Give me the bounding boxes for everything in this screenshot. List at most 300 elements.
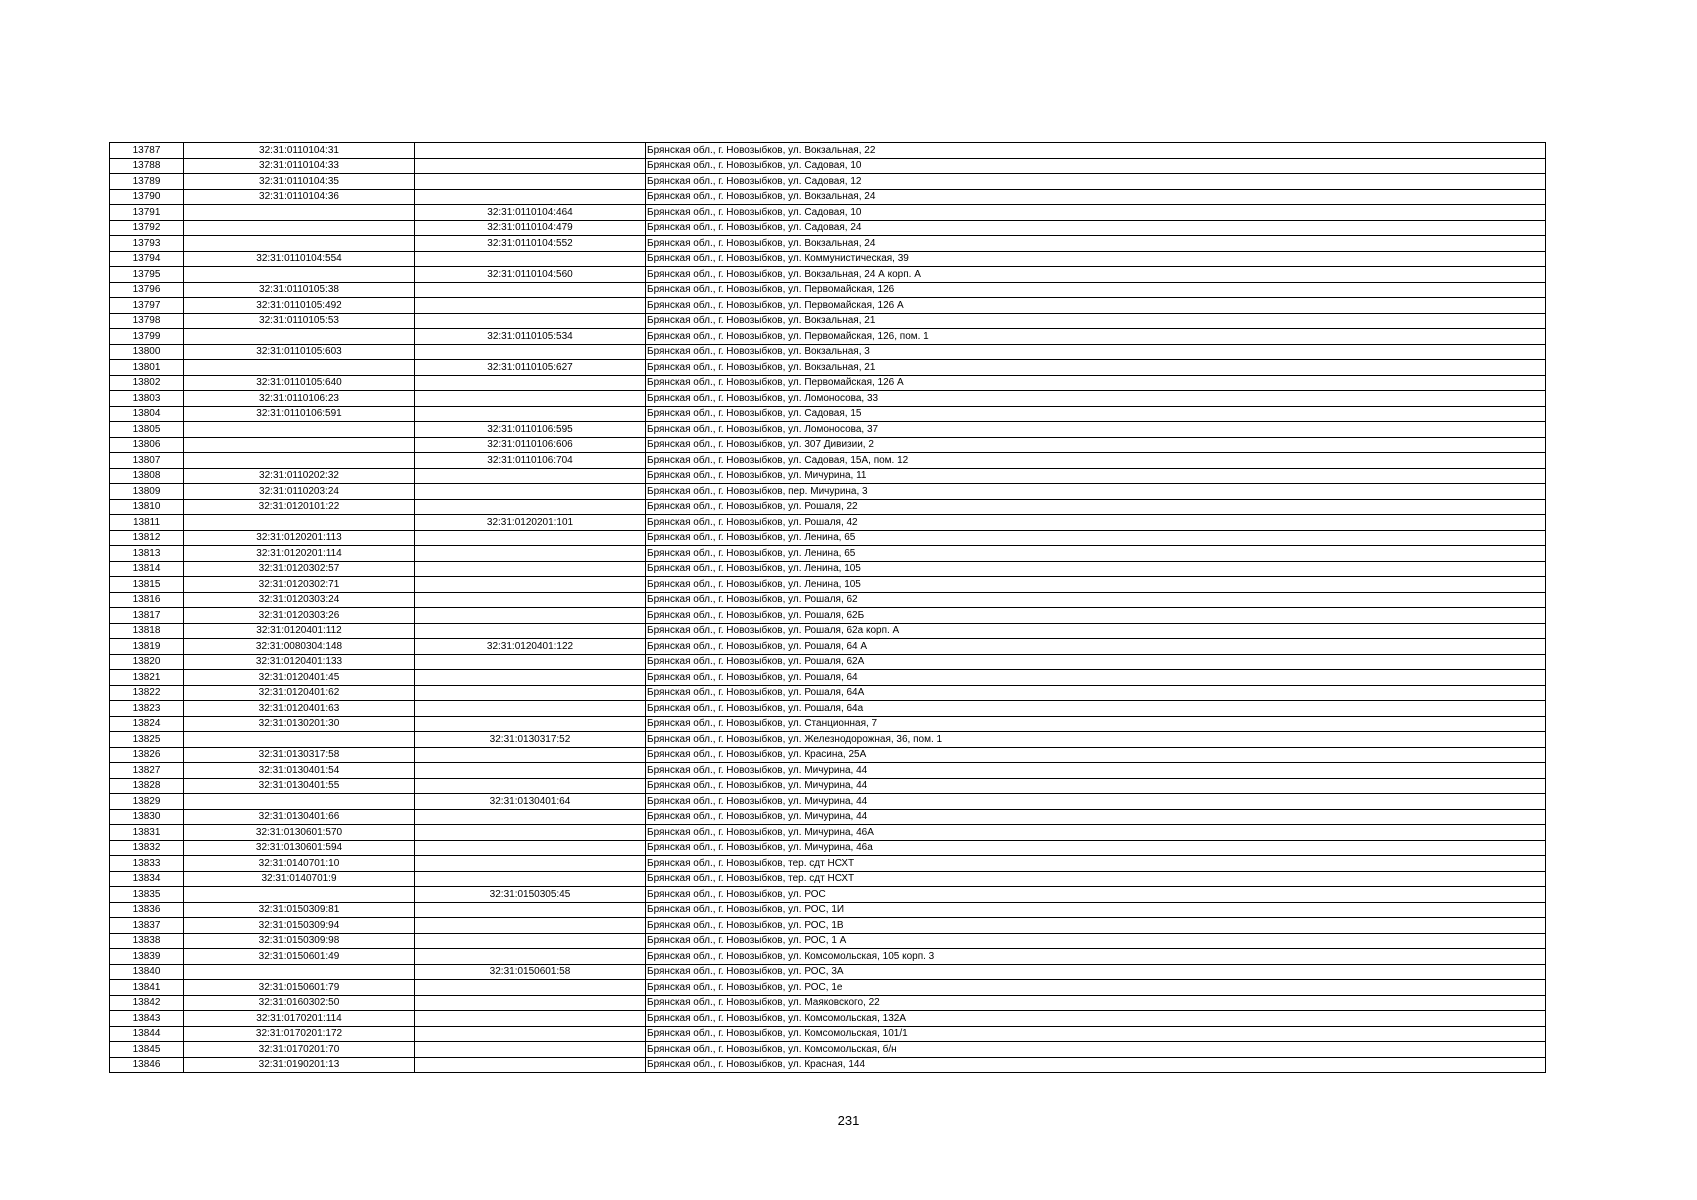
related-cadastral-number-cell [415,592,646,608]
related-cadastral-number-cell [415,158,646,174]
table-row [110,608,1546,624]
cadastral-number-cell: 32:31:0170201:114 [184,1011,415,1027]
row-number-cell: 13819 [110,639,184,655]
related-cadastral-number-cell [415,313,646,329]
table-row [110,344,1546,360]
address-cell: Брянская обл., г. Новозыбков, ул. Мичурина, 44 [646,778,1546,794]
cadastral-number-cell: 32:31:0130401:55 [184,778,415,794]
related-cadastral-number-cell [415,654,646,670]
row-number-cell: 13829 [110,794,184,810]
related-cadastral-number-cell [415,577,646,593]
address-cell: Брянская обл., г. Новозыбков, ул. Мичурина, 46а [646,840,1546,856]
cadastral-number-cell: 32:31:0110106:23 [184,391,415,407]
table-row [110,329,1546,345]
table-row [110,174,1546,190]
related-cadastral-number-cell [415,1057,646,1073]
row-number-cell: 13796 [110,282,184,298]
cadastral-number-cell [184,360,415,376]
cadastral-number-cell: 32:31:0170201:70 [184,1042,415,1058]
row-number-cell: 13791 [110,205,184,221]
table-row [110,422,1546,438]
related-cadastral-number-cell [415,406,646,422]
cadastral-number-cell: 32:31:0110104:554 [184,251,415,267]
row-number-cell: 13807 [110,453,184,469]
row-number-cell: 13804 [110,406,184,422]
cadastral-number-cell: 32:31:0110106:591 [184,406,415,422]
address-cell: Брянская обл., г. Новозыбков, ул. Садовая, 10 [646,158,1546,174]
related-cadastral-number-cell [415,561,646,577]
cadastral-number-cell [184,964,415,980]
address-cell: Брянская обл., г. Новозыбков, ул. РОС, 1И [646,902,1546,918]
row-number-cell: 13830 [110,809,184,825]
table-row [110,158,1546,174]
related-cadastral-number-cell: 32:31:0110105:534 [415,329,646,345]
table-row [110,887,1546,903]
table-row [110,639,1546,655]
cadastral-number-cell: 32:31:0110105:492 [184,298,415,314]
cadastral-number-cell [184,329,415,345]
address-cell: Брянская обл., г. Новозыбков, ул. Маяковского, 22 [646,995,1546,1011]
address-cell: Брянская обл., г. Новозыбков, ул. Железнодорожная, 36, пом. 1 [646,732,1546,748]
table-row [110,670,1546,686]
row-number-cell: 13816 [110,592,184,608]
related-cadastral-number-cell: 32:31:0110106:606 [415,437,646,453]
address-cell: Брянская обл., г. Новозыбков, ул. 307 Дивизии, 2 [646,437,1546,453]
address-cell: Брянская обл., г. Новозыбков, ул. Садовая, 24 [646,220,1546,236]
table-row [110,747,1546,763]
related-cadastral-number-cell [415,375,646,391]
cadastral-number-cell [184,220,415,236]
table-row [110,267,1546,283]
address-cell: Брянская обл., г. Новозыбков, ул. Первомайская, 126 А [646,298,1546,314]
related-cadastral-number-cell [415,856,646,872]
row-number-cell: 13789 [110,174,184,190]
cadastral-number-cell: 32:31:0140701:9 [184,871,415,887]
address-cell: Брянская обл., г. Новозыбков, ул. Мичурина, 44 [646,809,1546,825]
related-cadastral-number-cell [415,747,646,763]
related-cadastral-number-cell: 32:31:0110104:464 [415,205,646,221]
table-row [110,623,1546,639]
related-cadastral-number-cell [415,871,646,887]
address-cell: Брянская обл., г. Новозыбков, ул. Рошаля, 62Б [646,608,1546,624]
row-number-cell: 13821 [110,670,184,686]
cadastral-number-cell: 32:31:0120401:62 [184,685,415,701]
table-row [110,220,1546,236]
row-number-cell: 13792 [110,220,184,236]
address-cell: Брянская обл., г. Новозыбков, ул. Ломоносова, 33 [646,391,1546,407]
address-cell: Брянская обл., г. Новозыбков, ул. Первомайская, 126 А [646,375,1546,391]
related-cadastral-number-cell: 32:31:0150305:45 [415,887,646,903]
row-number-cell: 13797 [110,298,184,314]
address-cell: Брянская обл., г. Новозыбков, ул. Садовая, 12 [646,174,1546,190]
row-number-cell: 13837 [110,918,184,934]
cadastral-number-cell: 32:31:0120201:114 [184,546,415,562]
address-cell: Брянская обл., г. Новозыбков, ул. Ленина, 65 [646,546,1546,562]
related-cadastral-number-cell [415,933,646,949]
row-number-cell: 13803 [110,391,184,407]
related-cadastral-number-cell [415,840,646,856]
address-cell: Брянская обл., г. Новозыбков, ул. Мичурина, 44 [646,794,1546,810]
cadastral-number-cell: 32:31:0170201:172 [184,1026,415,1042]
row-number-cell: 13820 [110,654,184,670]
table-row [110,375,1546,391]
address-cell: Брянская обл., г. Новозыбков, ул. Вокзальная, 3 [646,344,1546,360]
address-cell: Брянская обл., г. Новозыбков, тер. сдт НСХТ [646,871,1546,887]
related-cadastral-number-cell: 32:31:0110106:595 [415,422,646,438]
table-row [110,1042,1546,1058]
cadastral-number-cell: 32:31:0160302:50 [184,995,415,1011]
table-row [110,391,1546,407]
address-cell: Брянская обл., г. Новозыбков, ул. Мичурина, 44 [646,763,1546,779]
address-cell: Брянская обл., г. Новозыбков, ул. Рошаля, 64а [646,701,1546,717]
cadastral-number-cell: 32:31:0120101:22 [184,499,415,515]
table-row [110,577,1546,593]
address-cell: Брянская обл., г. Новозыбков, ул. Рошаля, 64 А [646,639,1546,655]
cadastral-number-cell: 32:31:0150309:94 [184,918,415,934]
table-row [110,685,1546,701]
cadastral-number-cell: 32:31:0130601:570 [184,825,415,841]
cadastral-number-cell: 32:31:0140701:10 [184,856,415,872]
table-row [110,189,1546,205]
row-number-cell: 13808 [110,468,184,484]
row-number-cell: 13805 [110,422,184,438]
related-cadastral-number-cell [415,685,646,701]
related-cadastral-number-cell [415,670,646,686]
related-cadastral-number-cell [415,763,646,779]
cadastral-number-cell [184,437,415,453]
related-cadastral-number-cell [415,778,646,794]
table-row [110,143,1546,159]
cadastral-number-cell: 32:31:0110105:640 [184,375,415,391]
related-cadastral-number-cell: 32:31:0120401:122 [415,639,646,655]
row-number-cell: 13836 [110,902,184,918]
cadastral-number-cell: 32:31:0120303:26 [184,608,415,624]
related-cadastral-number-cell: 32:31:0130401:64 [415,794,646,810]
related-cadastral-number-cell [415,499,646,515]
address-cell: Брянская обл., г. Новозыбков, ул. Комсомольская, 105 корп. 3 [646,949,1546,965]
address-cell: Брянская обл., г. Новозыбков, ул. Мичурина, 11 [646,468,1546,484]
row-number-cell: 13817 [110,608,184,624]
address-cell: Брянская обл., г. Новозыбков, ул. Первомайская, 126 [646,282,1546,298]
related-cadastral-number-cell [415,949,646,965]
row-number-cell: 13810 [110,499,184,515]
cadastral-number-cell: 32:31:0120302:71 [184,577,415,593]
table-row [110,933,1546,949]
related-cadastral-number-cell: 32:31:0150601:58 [415,964,646,980]
cadastral-number-cell: 32:31:0110104:33 [184,158,415,174]
row-number-cell: 13833 [110,856,184,872]
cadastral-number-cell: 32:31:0130201:30 [184,716,415,732]
table-row [110,809,1546,825]
address-cell: Брянская обл., г. Новозыбков, тер. сдт НСХТ [646,856,1546,872]
table-row [110,825,1546,841]
address-cell: Брянская обл., г. Новозыбков, ул. Ломоносова, 37 [646,422,1546,438]
cadastral-number-cell [184,422,415,438]
row-number-cell: 13800 [110,344,184,360]
table-row [110,763,1546,779]
cadastral-number-cell: 32:31:0130401:54 [184,763,415,779]
address-cell: Брянская обл., г. Новозыбков, ул. Ленина, 105 [646,561,1546,577]
related-cadastral-number-cell [415,189,646,205]
related-cadastral-number-cell [415,298,646,314]
row-number-cell: 13831 [110,825,184,841]
address-cell: Брянская обл., г. Новозыбков, ул. Вокзальная, 21 [646,313,1546,329]
address-cell: Брянская обл., г. Новозыбков, ул. Вокзальная, 24 [646,189,1546,205]
cadastral-number-cell: 32:31:0120302:57 [184,561,415,577]
address-cell: Брянская обл., г. Новозыбков, ул. Рошаля, 22 [646,499,1546,515]
cadastral-number-cell [184,453,415,469]
table-row [110,484,1546,500]
related-cadastral-number-cell [415,468,646,484]
related-cadastral-number-cell [415,980,646,996]
row-number-cell: 13802 [110,375,184,391]
cadastral-number-cell: 32:31:0120201:113 [184,530,415,546]
row-number-cell: 13794 [110,251,184,267]
table-row [110,282,1546,298]
row-number-cell: 13795 [110,267,184,283]
address-cell: Брянская обл., г. Новозыбков, ул. Ленина, 65 [646,530,1546,546]
address-cell: Брянская обл., г. Новозыбков, ул. Коммунистическая, 39 [646,251,1546,267]
table-row [110,313,1546,329]
row-number-cell: 13845 [110,1042,184,1058]
address-cell: Брянская обл., г. Новозыбков, ул. Рошаля, 42 [646,515,1546,531]
address-cell: Брянская обл., г. Новозыбков, ул. РОС, 1В [646,918,1546,934]
table-row [110,592,1546,608]
row-number-cell: 13815 [110,577,184,593]
row-number-cell: 13799 [110,329,184,345]
cadastral-number-cell: 32:31:0110203:24 [184,484,415,500]
row-number-cell: 13788 [110,158,184,174]
row-number-cell: 13801 [110,360,184,376]
cadastral-number-cell [184,236,415,252]
related-cadastral-number-cell [415,608,646,624]
address-cell: Брянская обл., г. Новозыбков, ул. РОС [646,887,1546,903]
cadastral-number-cell: 32:31:0150309:81 [184,902,415,918]
table-row [110,1011,1546,1027]
cadastral-number-cell: 32:31:0130601:594 [184,840,415,856]
cadastral-number-cell [184,887,415,903]
table-row [110,902,1546,918]
table-row [110,918,1546,934]
address-cell: Брянская обл., г. Новозыбков, ул. Комсомольская, 132А [646,1011,1546,1027]
row-number-cell: 13809 [110,484,184,500]
row-number-cell: 13839 [110,949,184,965]
table-row [110,499,1546,515]
row-number-cell: 13793 [110,236,184,252]
table-row [110,716,1546,732]
address-cell: Брянская обл., г. Новозыбков, ул. Вокзальная, 22 [646,143,1546,159]
table-row [110,871,1546,887]
table-row [110,1026,1546,1042]
cadastral-number-cell [184,267,415,283]
table-row [110,515,1546,531]
related-cadastral-number-cell [415,825,646,841]
related-cadastral-number-cell: 32:31:0120201:101 [415,515,646,531]
page-number: 231 [837,1113,860,1128]
table-row [110,468,1546,484]
related-cadastral-number-cell: 32:31:0110104:552 [415,236,646,252]
table-row [110,360,1546,376]
related-cadastral-number-cell [415,484,646,500]
cadastral-number-cell [184,515,415,531]
address-cell: Брянская обл., г. Новозыбков, ул. Комсомольская, б/н [646,1042,1546,1058]
cadastral-number-cell: 32:31:0150309:98 [184,933,415,949]
address-cell: Брянская обл., г. Новозыбков, ул. Вокзальная, 24 [646,236,1546,252]
address-cell: Брянская обл., г. Новозыбков, ул. Первомайская, 126, пом. 1 [646,329,1546,345]
row-number-cell: 13841 [110,980,184,996]
row-number-cell: 13826 [110,747,184,763]
row-number-cell: 13842 [110,995,184,1011]
cadastral-number-cell: 32:31:0120401:133 [184,654,415,670]
table-row [110,546,1546,562]
related-cadastral-number-cell [415,1026,646,1042]
address-cell: Брянская обл., г. Новозыбков, ул. Красная, 144 [646,1057,1546,1073]
cadastral-number-cell: 32:31:0110104:36 [184,189,415,205]
cadastral-number-cell: 32:31:0110105:53 [184,313,415,329]
row-number-cell: 13825 [110,732,184,748]
address-cell: Брянская обл., г. Новозыбков, пер. Мичурина, 3 [646,484,1546,500]
address-cell: Брянская обл., г. Новозыбков, ул. Мичурина, 46А [646,825,1546,841]
related-cadastral-number-cell: 32:31:0130317:52 [415,732,646,748]
cadastral-number-cell: 32:31:0110105:603 [184,344,415,360]
table-row [110,437,1546,453]
row-number-cell: 13790 [110,189,184,205]
row-number-cell: 13798 [110,313,184,329]
row-number-cell: 13846 [110,1057,184,1073]
cadastral-number-cell: 32:31:0110105:38 [184,282,415,298]
registry-table-body [110,143,1546,1073]
related-cadastral-number-cell [415,701,646,717]
cadastral-number-cell: 32:31:0120401:45 [184,670,415,686]
address-cell: Брянская обл., г. Новозыбков, ул. Комсомольская, 101/1 [646,1026,1546,1042]
related-cadastral-number-cell: 32:31:0110104:560 [415,267,646,283]
related-cadastral-number-cell [415,143,646,159]
cadastral-number-cell: 32:31:0110104:31 [184,143,415,159]
row-number-cell: 13811 [110,515,184,531]
related-cadastral-number-cell [415,530,646,546]
table-row [110,561,1546,577]
address-cell: Брянская обл., г. Новозыбков, ул. Садовая, 15 [646,406,1546,422]
cadastral-number-cell: 32:31:0150601:79 [184,980,415,996]
related-cadastral-number-cell: 32:31:0110106:704 [415,453,646,469]
table-row [110,453,1546,469]
cadastral-number-cell: 32:31:0190201:13 [184,1057,415,1073]
table-row [110,949,1546,965]
address-cell: Брянская обл., г. Новозыбков, ул. Вокзальная, 21 [646,360,1546,376]
table-row [110,856,1546,872]
row-number-cell: 13806 [110,437,184,453]
cadastral-number-cell: 32:31:0120401:112 [184,623,415,639]
cadastral-number-cell: 32:31:0150601:49 [184,949,415,965]
address-cell: Брянская обл., г. Новозыбков, ул. Красина, 25А [646,747,1546,763]
row-number-cell: 13824 [110,716,184,732]
address-cell: Брянская обл., г. Новозыбков, ул. Рошаля, 64 [646,670,1546,686]
row-number-cell: 13814 [110,561,184,577]
related-cadastral-number-cell [415,1042,646,1058]
row-number-cell: 13818 [110,623,184,639]
related-cadastral-number-cell: 32:31:0110104:479 [415,220,646,236]
address-cell: Брянская обл., г. Новозыбков, ул. Рошаля, 62 [646,592,1546,608]
address-cell: Брянская обл., г. Новозыбков, ул. Садовая, 15А, пом. 12 [646,453,1546,469]
related-cadastral-number-cell [415,995,646,1011]
row-number-cell: 13823 [110,701,184,717]
table-row [110,236,1546,252]
related-cadastral-number-cell [415,546,646,562]
table-row [110,980,1546,996]
related-cadastral-number-cell [415,902,646,918]
row-number-cell: 13787 [110,143,184,159]
row-number-cell: 13840 [110,964,184,980]
table-row [110,840,1546,856]
address-cell: Брянская обл., г. Новозыбков, ул. Ленина, 105 [646,577,1546,593]
address-cell: Брянская обл., г. Новозыбков, ул. РОС, 1 А [646,933,1546,949]
cadastral-number-cell [184,205,415,221]
row-number-cell: 13828 [110,778,184,794]
row-number-cell: 13827 [110,763,184,779]
table-row [110,995,1546,1011]
row-number-cell: 13812 [110,530,184,546]
related-cadastral-number-cell [415,251,646,267]
row-number-cell: 13834 [110,871,184,887]
cadastral-number-cell [184,732,415,748]
cadastral-number-cell: 32:31:0130317:58 [184,747,415,763]
table-row [110,654,1546,670]
table-row [110,794,1546,810]
related-cadastral-number-cell [415,918,646,934]
address-cell: Брянская обл., г. Новозыбков, ул. РОС, 3А [646,964,1546,980]
table-row [110,406,1546,422]
table-row [110,964,1546,980]
row-number-cell: 13838 [110,933,184,949]
cadastral-number-cell: 32:31:0110202:32 [184,468,415,484]
address-cell: Брянская обл., г. Новозыбков, ул. Рошаля, 62а корп. А [646,623,1546,639]
address-cell: Брянская обл., г. Новозыбков, ул. Рошаля, 64А [646,685,1546,701]
related-cadastral-number-cell [415,344,646,360]
table-row [110,701,1546,717]
cadastral-number-cell: 32:31:0080304:148 [184,639,415,655]
row-number-cell: 13844 [110,1026,184,1042]
related-cadastral-number-cell [415,174,646,190]
related-cadastral-number-cell [415,716,646,732]
address-cell: Брянская обл., г. Новозыбков, ул. РОС, 1е [646,980,1546,996]
related-cadastral-number-cell [415,1011,646,1027]
row-number-cell: 13813 [110,546,184,562]
cadastral-number-cell: 32:31:0110104:35 [184,174,415,190]
row-number-cell: 13822 [110,685,184,701]
related-cadastral-number-cell [415,623,646,639]
table-row [110,732,1546,748]
registry-table [109,142,1546,1073]
related-cadastral-number-cell [415,282,646,298]
cadastral-number-cell [184,794,415,810]
cadastral-number-cell: 32:31:0120401:63 [184,701,415,717]
table-row [110,205,1546,221]
table-row [110,251,1546,267]
address-cell: Брянская обл., г. Новозыбков, ул. Садовая, 10 [646,205,1546,221]
related-cadastral-number-cell [415,391,646,407]
table-row [110,298,1546,314]
related-cadastral-number-cell [415,809,646,825]
row-number-cell: 13832 [110,840,184,856]
table-row [110,530,1546,546]
address-cell: Брянская обл., г. Новозыбков, ул. Рошаля, 62А [646,654,1546,670]
address-cell: Брянская обл., г. Новозыбков, ул. Станционная, 7 [646,716,1546,732]
address-cell: Брянская обл., г. Новозыбков, ул. Вокзальная, 24 А корп. А [646,267,1546,283]
table-row [110,778,1546,794]
cadastral-number-cell: 32:31:0120303:24 [184,592,415,608]
row-number-cell: 13835 [110,887,184,903]
cadastral-number-cell: 32:31:0130401:66 [184,809,415,825]
